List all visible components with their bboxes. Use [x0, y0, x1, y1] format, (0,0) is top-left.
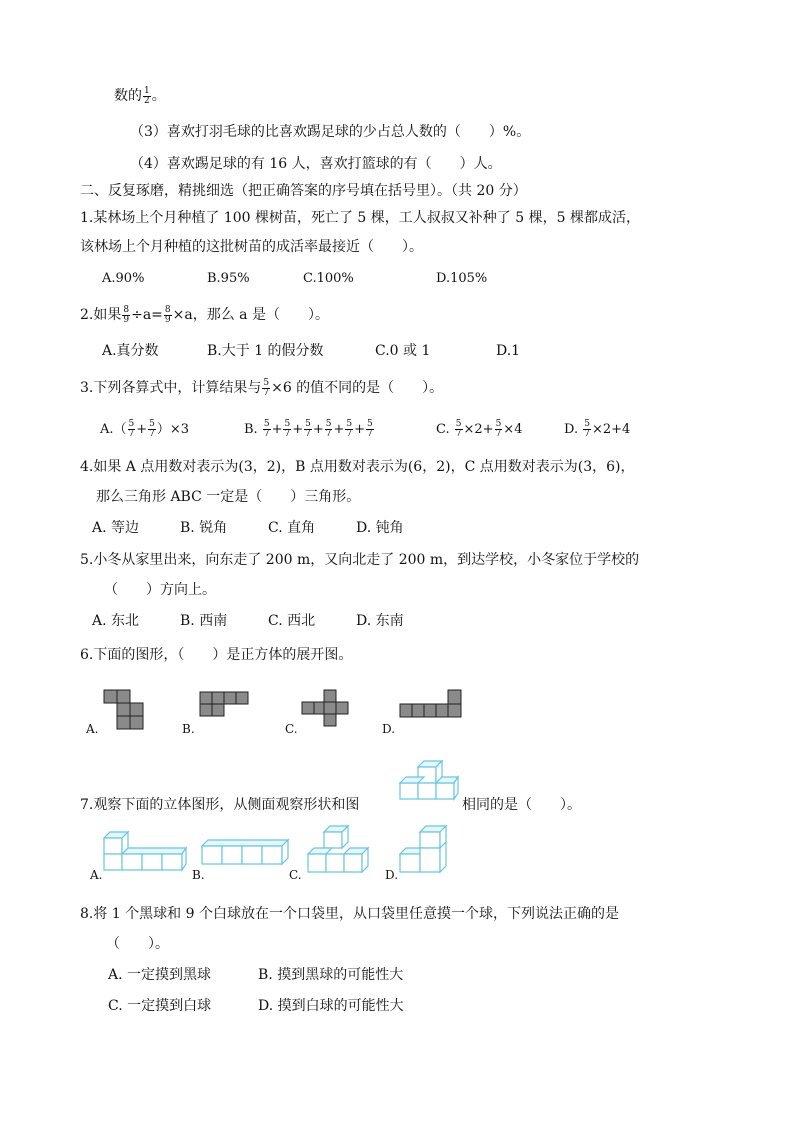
text: ×a，那么 a 是（ ）。 — [172, 307, 329, 323]
numerator: 5 — [325, 419, 332, 429]
denominator: 2 — [144, 95, 150, 106]
q6-net-b — [198, 690, 258, 730]
text: C. — [436, 422, 450, 437]
text: 2.如果 — [80, 307, 122, 323]
question-5-line2: （ ）方向上。 — [104, 582, 216, 598]
question-8-line1: 8.将 1 个黑球和 9 个白球放在一个口袋里，从口袋里任意摸一个球，下列说法正确的是 — [80, 906, 619, 922]
denominator: 7 — [325, 429, 332, 439]
q1-option-c: C.100% — [303, 271, 354, 286]
fraction — [122, 306, 130, 325]
text: ×2+ — [463, 422, 494, 437]
denominator: 9 — [164, 314, 171, 325]
q7-reference-figure — [398, 759, 460, 809]
fraction — [495, 420, 503, 439]
numerator: 5 — [149, 419, 155, 429]
text: ×6 的值不同的是（ ）。 — [271, 380, 444, 396]
q1-option-b: B.95% — [207, 271, 250, 286]
q7-figure-d — [398, 824, 453, 879]
q4-option-b: B. 锐角 — [180, 520, 228, 536]
section-header: 二、反复琢磨，精挑细选（把正确答案的序号填在括号里）。（共 20 分） — [80, 183, 527, 199]
text: + — [354, 422, 366, 437]
fraction — [148, 420, 156, 439]
numerator: 5 — [263, 377, 270, 388]
numerator: 5 — [128, 419, 135, 429]
q4-option-a: A. 等边 — [92, 520, 140, 536]
numerator: 5 — [367, 419, 373, 429]
text: ×2+4 — [591, 422, 631, 437]
q3-option-c — [436, 420, 522, 439]
text: D. — [564, 422, 579, 437]
text: ÷a= — [131, 307, 163, 323]
q4-option-c: C. 直角 — [268, 520, 316, 536]
denominator: 7 — [495, 429, 502, 439]
question-8-line2: （ ）。 — [106, 936, 169, 952]
fraction — [283, 420, 291, 439]
q6-label-c: C. — [285, 722, 298, 736]
text: 。 — [151, 88, 166, 104]
denominator: 7 — [584, 429, 590, 439]
q5-option-b: B. 西南 — [180, 613, 228, 629]
text: A.（ — [100, 422, 127, 437]
q6-label-d: D. — [382, 722, 396, 736]
q1-option-a: A.90% — [102, 271, 145, 286]
fraction — [345, 420, 353, 439]
q7-figure-b — [198, 834, 290, 874]
text: ×4 — [503, 422, 523, 437]
q6-label-a: A. — [86, 722, 99, 736]
question-1-line2: 该林场上个月种植的这批树苗的成活率最接近（ ）。 — [80, 239, 423, 255]
denominator: 7 — [128, 429, 135, 439]
fraction — [325, 420, 333, 439]
question-1-line1: 1.某林场上个月种植了 100 棵树苗，死亡了 5 棵，工人叔叔又补种了 5 棵，5 棵都成活， — [80, 210, 640, 226]
denominator: 7 — [149, 429, 155, 439]
q7-label-c: C. — [289, 868, 302, 882]
q8-option-d: D. 摸到白球的可能性大 — [258, 998, 404, 1014]
denominator: 7 — [455, 429, 462, 439]
fraction — [164, 306, 172, 325]
numerator: 5 — [495, 419, 502, 429]
denominator: 7 — [367, 429, 373, 439]
text: + — [333, 422, 345, 437]
q1-option-d: D.105% — [436, 271, 488, 286]
q7-label-d: D. — [385, 868, 399, 882]
q2-option-d: D.1 — [496, 343, 521, 359]
question-3 — [80, 378, 443, 398]
fraction — [366, 420, 374, 439]
denominator: 9 — [123, 314, 130, 325]
numerator: 5 — [346, 419, 353, 429]
text: B. — [244, 422, 258, 437]
denominator: 7 — [263, 387, 270, 398]
numerator: 5 — [584, 419, 590, 429]
fraction-line — [114, 86, 166, 106]
text: + — [271, 422, 283, 437]
q8-option-b: B. 摸到黑球的可能性大 — [258, 967, 404, 983]
question-5-line1: 5.小冬从家里出来，向东走了 200 m，又向北走了 200 m，到达学校，小冬家位于学校的 — [80, 552, 640, 568]
q6-net-c — [300, 688, 360, 738]
numerator: 5 — [284, 419, 291, 429]
fraction — [262, 379, 270, 398]
q7-figure-a — [102, 828, 192, 878]
q8-option-a: A. 一定摸到黑球 — [108, 967, 212, 983]
fraction — [583, 420, 591, 439]
text: + — [292, 422, 304, 437]
q3-option-d — [564, 420, 630, 439]
q6-label-b: B. — [182, 722, 195, 736]
fraction — [128, 420, 136, 439]
text: + — [136, 422, 148, 437]
q6-net-a — [102, 688, 162, 738]
text: 数的 — [114, 88, 142, 104]
q8-option-c: C. 一定摸到白球 — [108, 998, 212, 1014]
q3-option-a — [100, 420, 189, 439]
question-4-line2: 那么三角形 ABC 一定是（ ）三角形。 — [96, 489, 361, 505]
q7-figure-c — [302, 824, 372, 879]
question-4-line1: 4.如果 A 点用数对表示为(3，2)，B 点用数对表示为(6，2)，C 点用数对表示为(3，6)， — [80, 459, 635, 475]
question-2 — [80, 305, 329, 325]
denominator: 7 — [263, 429, 270, 439]
q5-option-d: D. 东南 — [356, 613, 404, 629]
q7-label-b: B. — [192, 868, 205, 882]
numerator: 5 — [263, 419, 270, 429]
q6-net-d — [398, 688, 468, 728]
fraction — [143, 87, 151, 106]
text: ）×3 — [156, 422, 190, 437]
question-7-post: 相同的是（ ）。 — [462, 797, 581, 813]
denominator: 7 — [284, 429, 291, 439]
sub-question-4: （4）喜欢踢足球的有 16 人，喜欢打篮球的有（ ）人。 — [130, 156, 502, 172]
text: + — [312, 422, 324, 437]
numerator: 1 — [144, 85, 150, 96]
text: 3.下列各算式中，计算结果与 — [80, 380, 262, 396]
q2-option-b: B.大于 1 的假分数 — [207, 343, 324, 359]
q2-option-a: A.真分数 — [102, 343, 159, 359]
question-7-pre: 7.观察下面的立体图形，从侧面观察形状和图 — [80, 797, 360, 813]
denominator: 7 — [305, 429, 311, 439]
fraction — [455, 420, 463, 439]
q2-option-c: C.0 或 1 — [375, 343, 431, 359]
numerator: 8 — [123, 304, 130, 315]
q5-option-a: A. 东北 — [92, 613, 140, 629]
q7-label-a: A. — [90, 868, 103, 882]
numerator: 5 — [305, 419, 311, 429]
sub-question-3: （3）喜欢打羽毛球的比喜欢踢足球的少占总人数的（ ）%。 — [130, 124, 531, 140]
numerator: 5 — [455, 419, 462, 429]
fraction — [263, 420, 271, 439]
q4-option-d: D. 钝角 — [356, 520, 404, 536]
q3-option-b — [244, 420, 375, 439]
q5-option-c: C. 西北 — [268, 613, 316, 629]
question-6: 6.下面的图形，（ ）是正方体的展开图。 — [80, 647, 353, 663]
denominator: 7 — [346, 429, 353, 439]
numerator: 8 — [164, 304, 171, 315]
fraction — [304, 420, 312, 439]
